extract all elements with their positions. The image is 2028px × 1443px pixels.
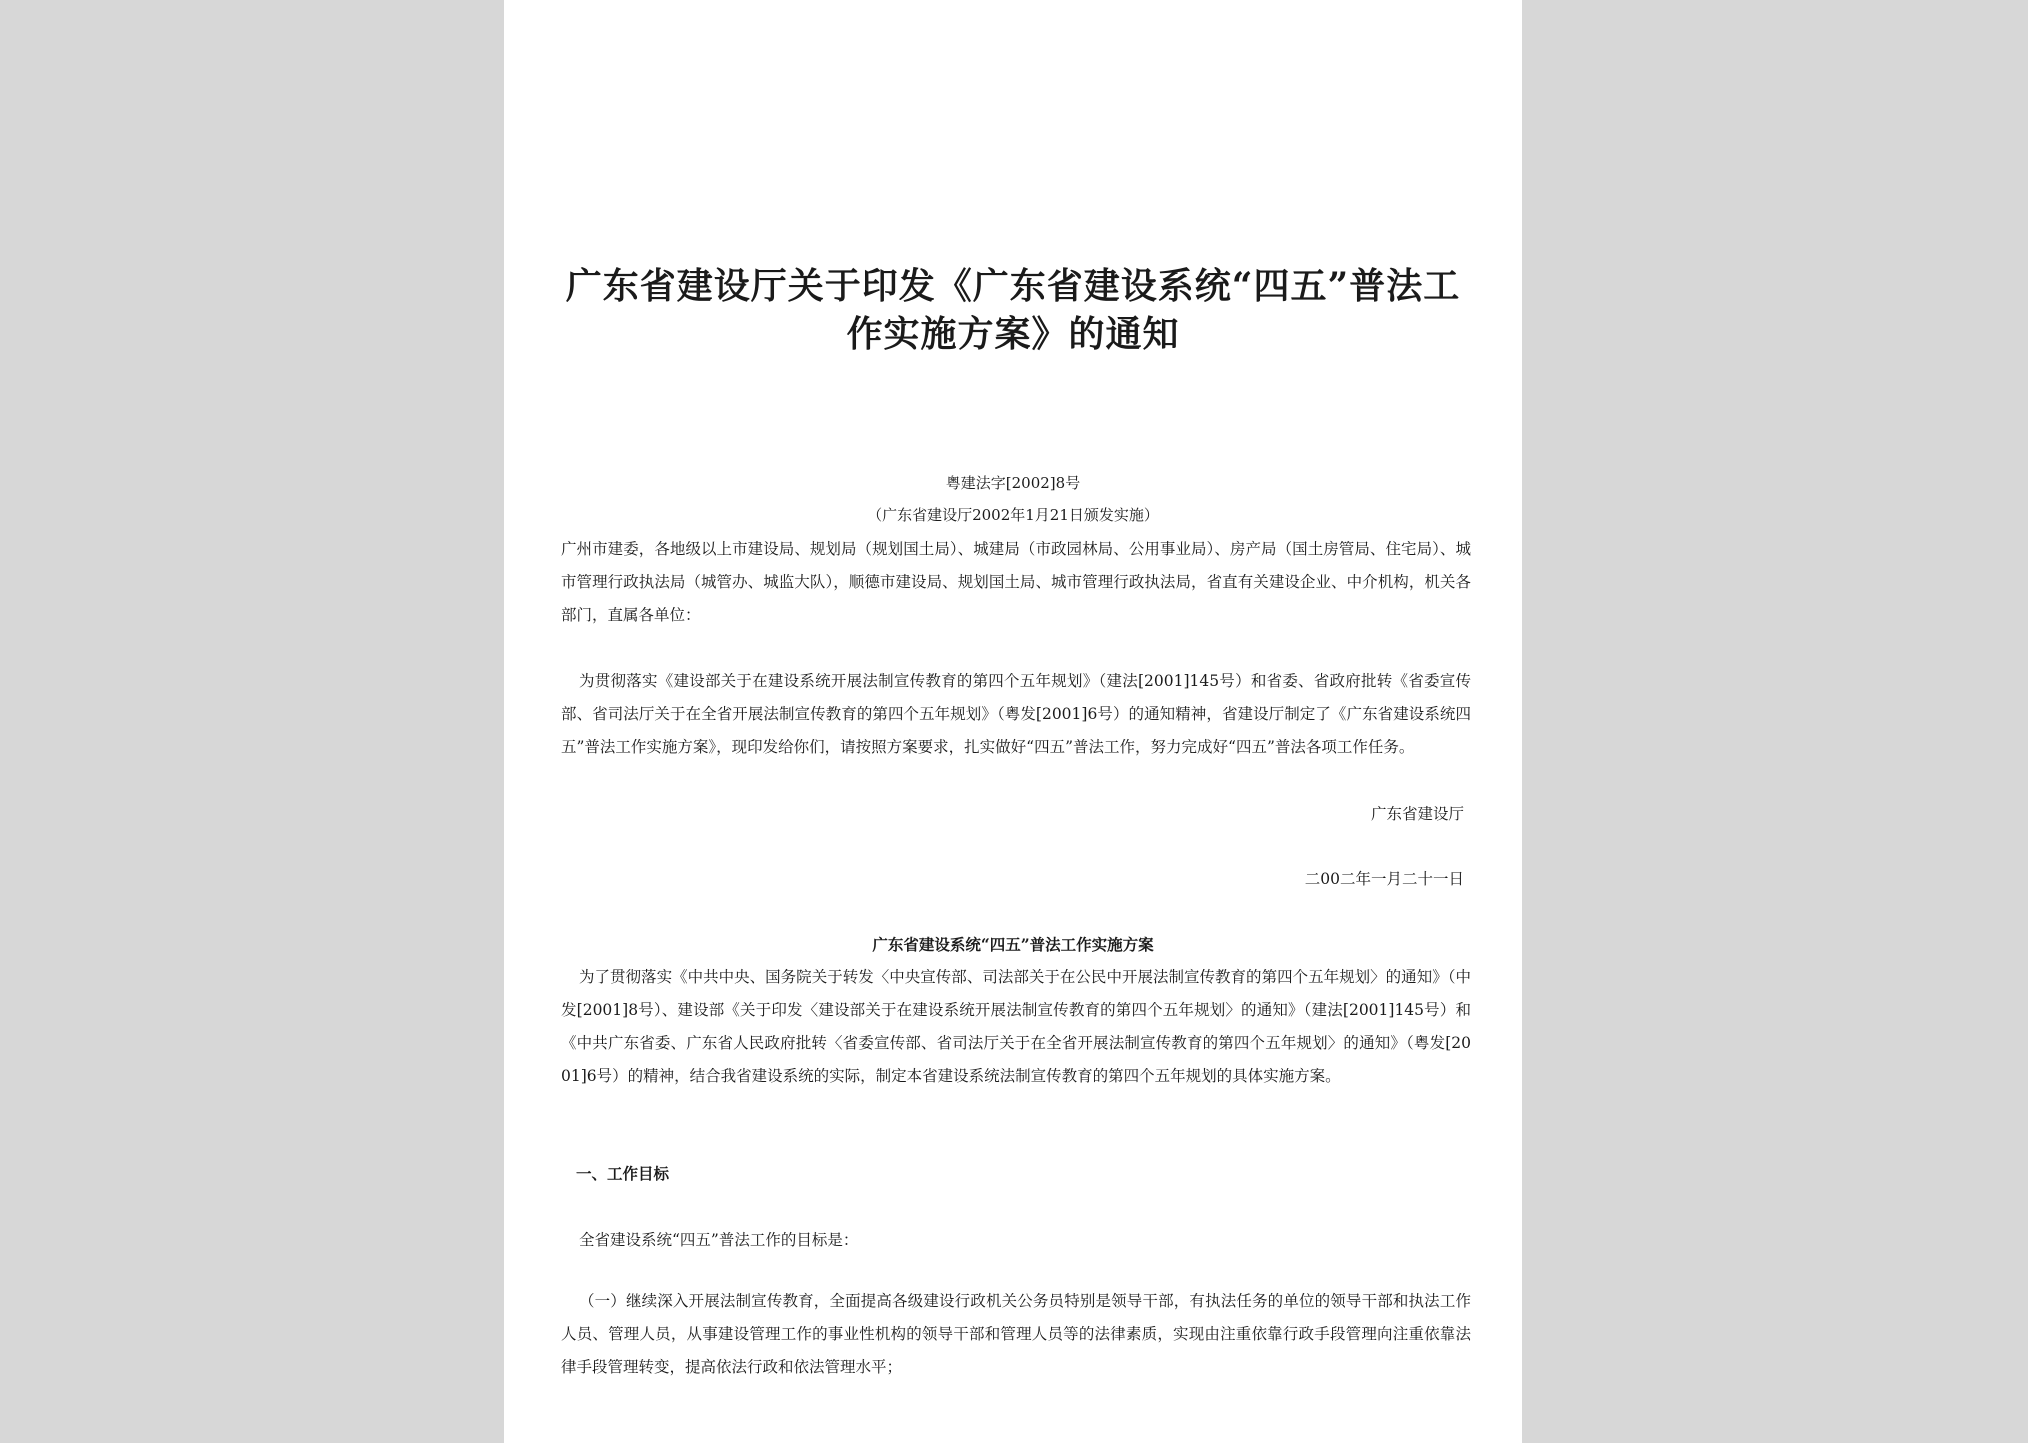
- recipients-paragraph: 广州市建委，各地级以上市建设局、规划局（规划国土局）、城建局（市政园林局、公用事业局）、房产局（国土房管局、住宅局）、城市管理行政执法局（城管办、城监大队），顺德市建设局、规划国土局、城市管理行政执法局，省直有关建设企业、中介机构，机关各部门，直属各单位：: [561, 540, 1471, 624]
- document-page: [504, 0, 1522, 1443]
- document-title: 广东省建设厅关于印发《广东省建设系统“四五”普法工作实施方案》的通知: [565, 265, 1461, 355]
- plan-subtitle: 广东省建设系统“四五”普法工作实施方案: [872, 935, 1154, 954]
- notice-body-paragraph: 为贯彻落实《建设部关于在建设系统开展法制宣传教育的第四个五年规划》（建法[2001]145号）和省委、省政府批转《省委宣传部、省司法厅关于在全省开展法制宣传教育的第四个五年规划》（粤发[2001]6号）的通知精神，省建设厅制定了《广东省建设系统四五”普法工作实施方案》，现印发给你们，请按照方案要求，扎实做好“四五”普法工作，努力完成好“四五”普法各项工作任务。: [561, 672, 1471, 756]
- plan-intro-paragraph: 为了贯彻落实《中共中央、国务院关于转发〈中央宣传部、司法部关于在公民中开展法制宣传教育的第四个五年规划〉的通知》（中发[2001]8号）、建设部《关于印发〈建设部关于在建设系统开展法制宣传教育的第四个五年规划〉的通知》（建法[2001]145号）和《中共广东省委、广东省人民政府批转〈省委宣传部、省司法厅关于在全省开展法制宣传教育的第四个五年规划〉的通知》（粤发[2001]6号）的精神，结合我省建设系统的实际，制定本省建设系统法制宣传教育的第四个五年规划的具体实施方案。: [561, 968, 1471, 1085]
- section-lead-text: 全省建设系统“四五”普法工作的目标是：: [579, 1231, 859, 1249]
- issued-note: （广东省建设厅2002年1月21日颁发实施）: [867, 506, 1159, 524]
- document-number: 粤建法字[2002]8号: [945, 474, 1081, 492]
- signature-organization: 广东省建设厅: [1370, 805, 1464, 823]
- signature-date: 二00二年一月二十一日: [1304, 870, 1464, 888]
- section-heading-goals: 一、工作目标: [576, 1164, 670, 1183]
- goal-item-1: （一）继续深入开展法制宣传教育，全面提高各级建设行政机关公务员特别是领导干部，有执法任务的单位的领导干部和执法工作人员、管理人员，从事建设管理工作的事业性机构的领导干部和管理人员等的法律素质，实现由注重依靠行政手段管理向注重依靠法律手段管理转变，提高依法行政和依法管理水平；: [561, 1292, 1471, 1376]
